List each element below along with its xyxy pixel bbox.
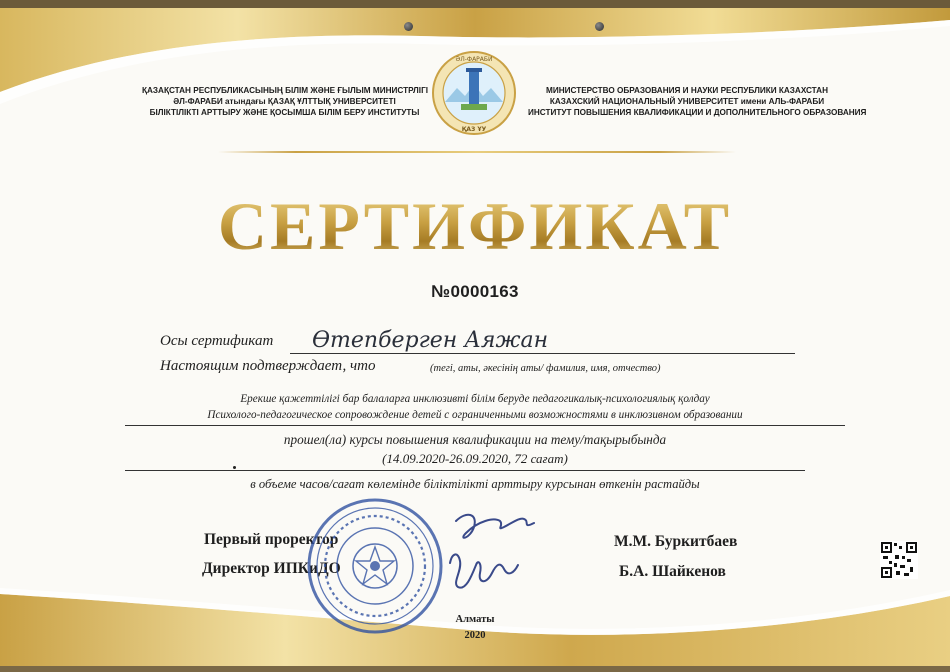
signatory-position-2: Директор ИПКиДО bbox=[202, 560, 341, 577]
header-right-line2: КАЗАХСКИЙ НАЦИОНАЛЬНЫЙ УНИВЕРСИТЕТ имени АЛЬ-ФАРАБИ bbox=[549, 97, 825, 106]
emblem-text-bottom: ҚАЗ ҰУ bbox=[461, 126, 487, 133]
header-right-line1: МИНИСТЕРСТВО ОБРАЗОВАНИЯ И НАУКИ РЕСПУБЛИКИ КАЗАХСТАН bbox=[546, 86, 828, 95]
course-volume-text: в объеме часов/сағат көлемінде біліктілікті арттыру курсынан өткенін растайды bbox=[250, 477, 700, 491]
header-left-kz bbox=[142, 85, 427, 118]
header-left-line2: ӘЛ-ФАРАБИ атындағы ҚАЗАҚ ҰЛТТЫҚ УНИВЕРСИТЕТІ bbox=[173, 97, 396, 106]
topic-underline bbox=[125, 425, 845, 426]
course-completed-text: прошел(ла) курсы повышения квалификации на тему/тақырыбында bbox=[283, 432, 667, 447]
recipient-label-ru: Настоящим подтверждает, что bbox=[160, 358, 376, 374]
signature-icon bbox=[438, 503, 558, 598]
course-dates: (14.09.2020-26.09.2020, 72 сағат) bbox=[382, 451, 568, 466]
signatory-name-1: М.М. Буркитбаев bbox=[614, 533, 738, 550]
pin-right bbox=[595, 22, 604, 31]
header-left-line1: ҚАЗАҚСТАН РЕСПУБЛИКАСЫНЫҢ БІЛІМ ЖӘНЕ ҒЫЛЫМ МИНИСТРЛІГІ bbox=[142, 86, 428, 95]
header-right-line3: ИНСТИТУТ ПОВЫШЕНИЯ КВАЛИФИКАЦИИ И ДОПОЛНИТЕЛЬНОГО ОБРАЗОВАНИЯ bbox=[528, 108, 867, 117]
header-left-line3: БІЛІКТІЛІКТІ АРТТЫРУ ЖӘНЕ ҚОСЫМША БІЛІМ БЕРУ ИНСТИТУТЫ bbox=[149, 108, 420, 117]
header-right-ru bbox=[528, 85, 867, 118]
dates-underline bbox=[125, 470, 805, 471]
pin-left bbox=[404, 22, 413, 31]
recipient-label-kz: Осы сертификат bbox=[160, 333, 274, 349]
university-emblem-icon bbox=[431, 50, 517, 136]
signatory-position-1: Первый проректор bbox=[204, 531, 339, 548]
recipient-name: Өтепберген Аяжан bbox=[312, 328, 549, 353]
emblem-text-top: ӘЛ-ФАРАБИ bbox=[455, 56, 493, 63]
footer-year: 2020 bbox=[464, 630, 486, 641]
qr-code-icon bbox=[880, 541, 918, 579]
certificate-title: СЕРТИФИКАТ bbox=[0, 188, 950, 264]
course-topic-ru: Психолого-педагогическое сопровождение детей с ограниченными возможностями в инклюзивном образовании bbox=[207, 409, 743, 421]
gold-divider bbox=[218, 151, 736, 153]
footer-city: Алматы bbox=[455, 614, 495, 625]
name-underline bbox=[290, 353, 795, 354]
name-hint: (тегі, аты, әкесінің аты/ фамилия, имя, отчество) bbox=[430, 363, 661, 374]
course-topic-kz: Ерекше қажеттілігі бар балаларға инклюзивті білім беруде педагогикалық-психологиялық қолдау bbox=[240, 393, 710, 405]
certificate-number: №0000163 bbox=[431, 282, 519, 301]
signatory-name-2: Б.А. Шайкенов bbox=[619, 563, 726, 580]
